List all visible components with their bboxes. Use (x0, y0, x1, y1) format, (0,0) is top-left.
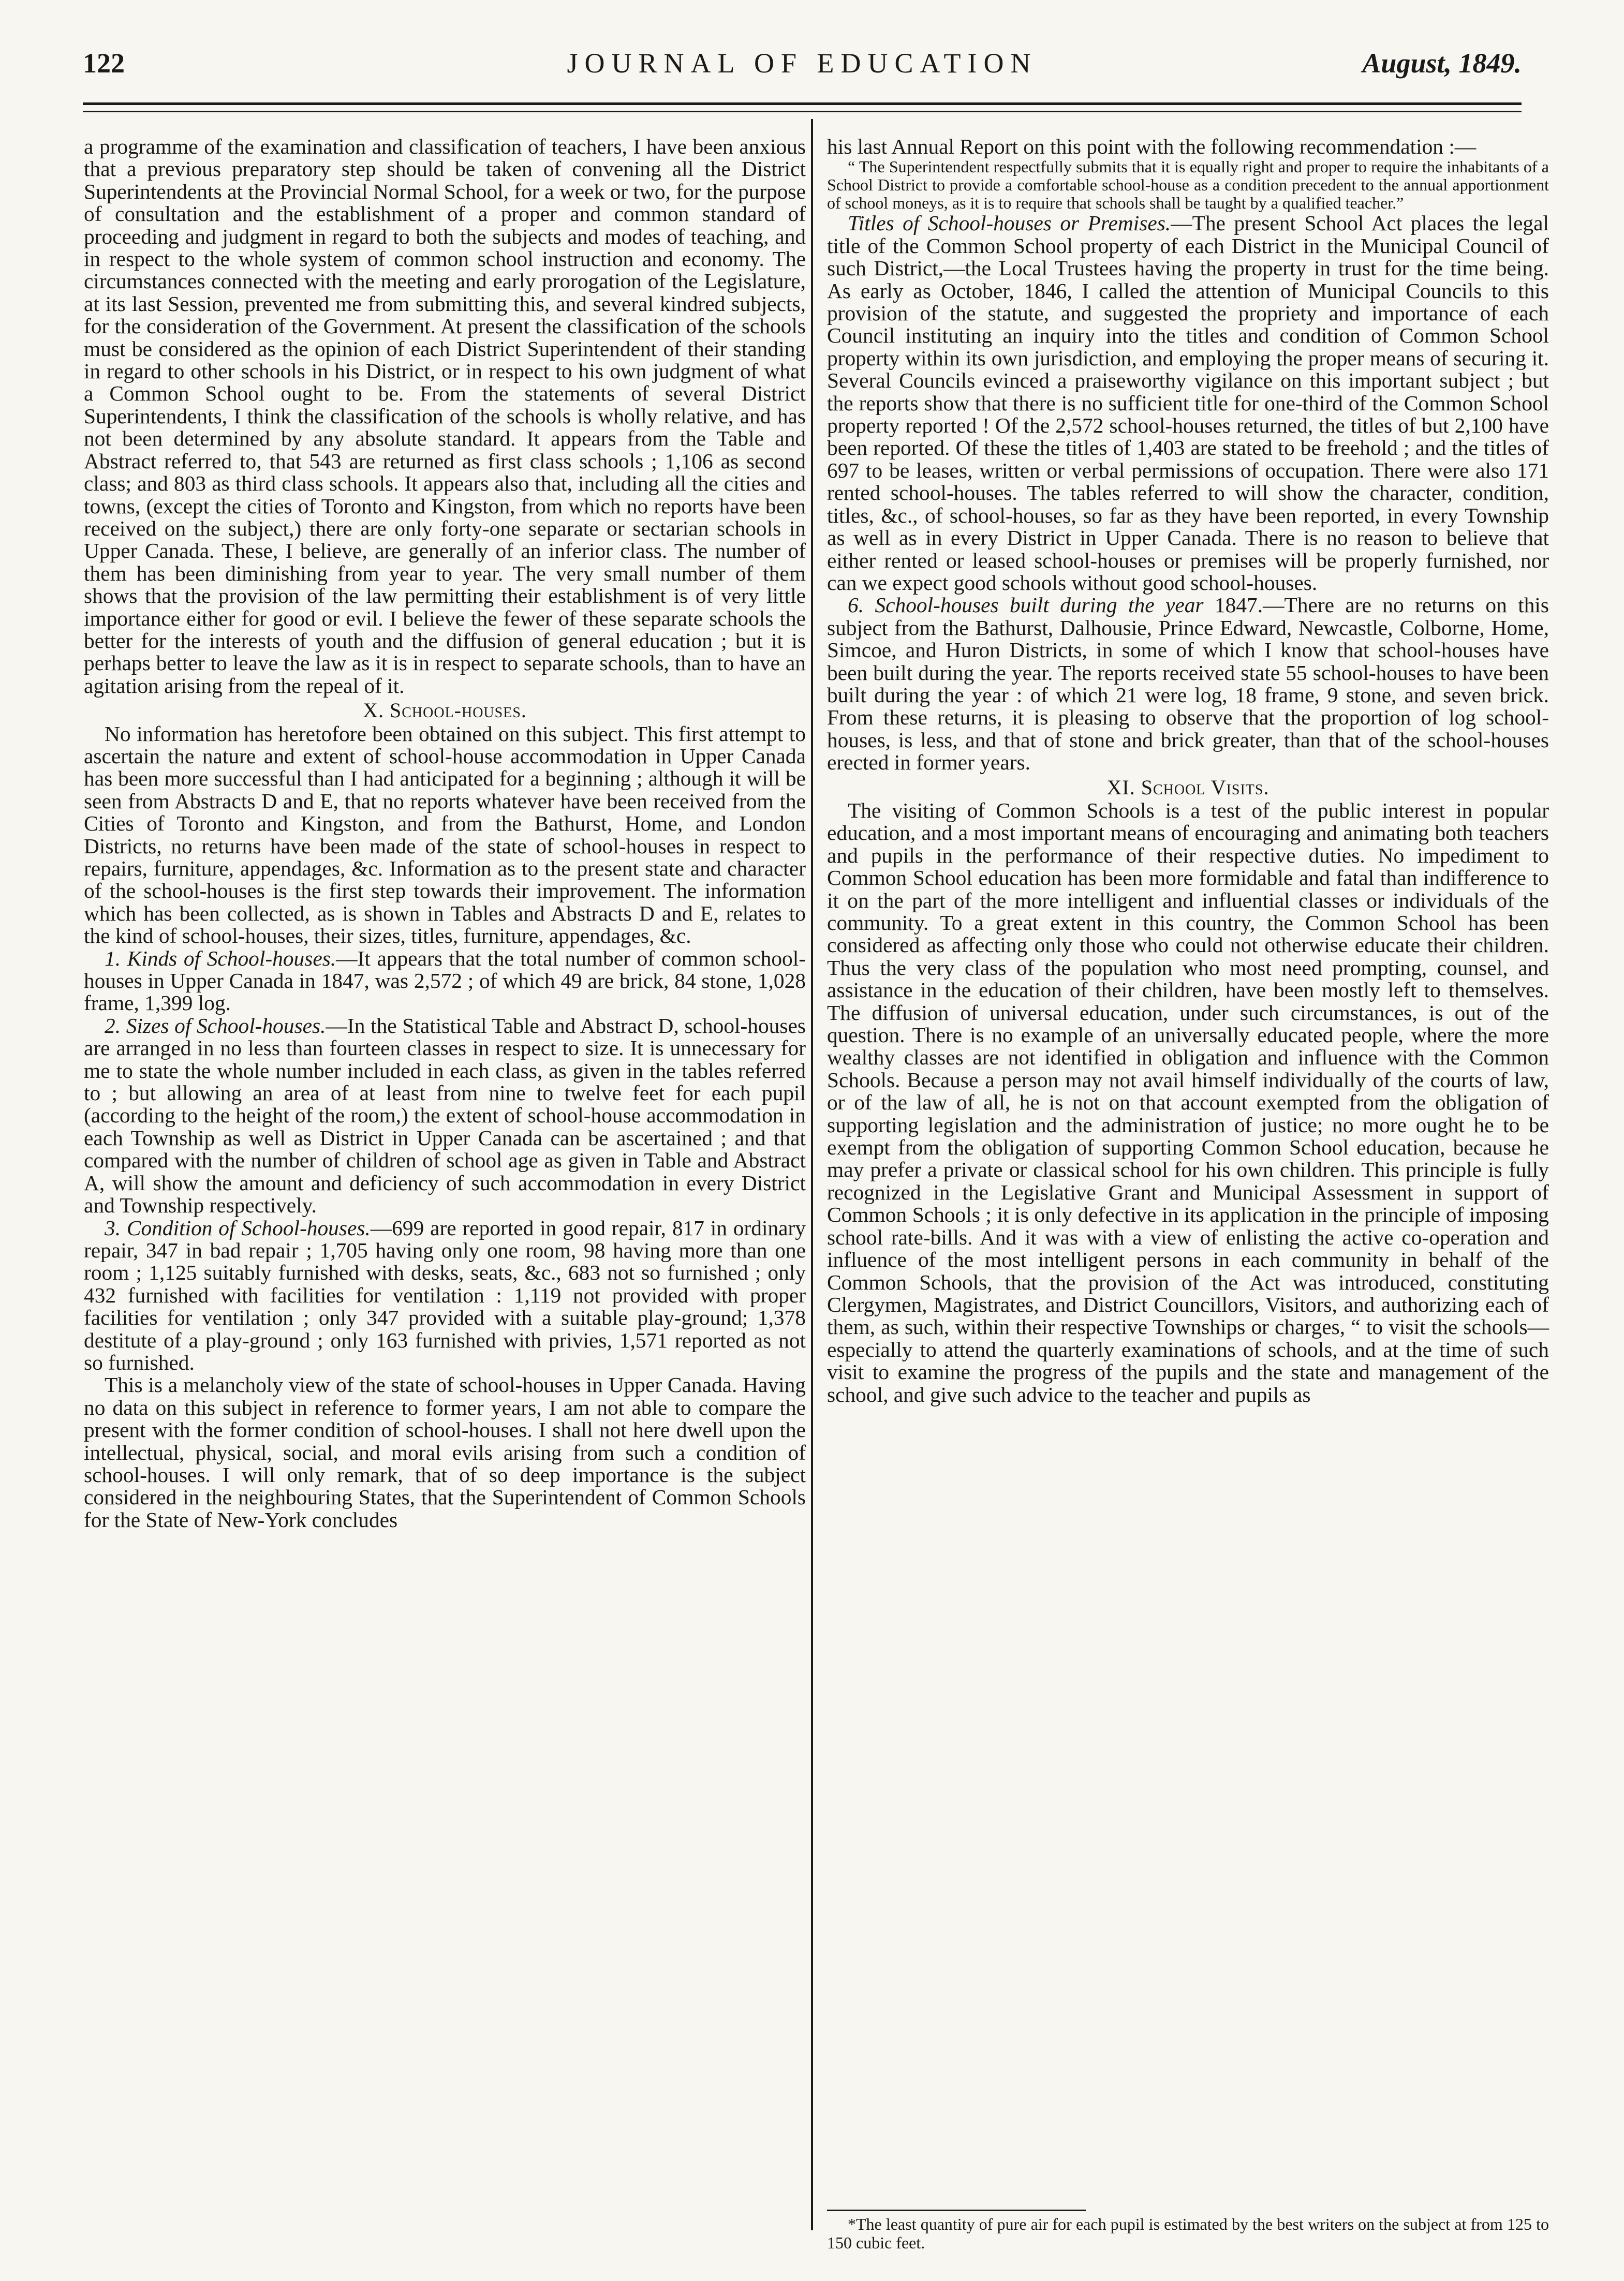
subheading-titles: Titles of School-houses or Premises. (848, 211, 1171, 235)
right-column (827, 136, 1549, 1406)
paragraph: 1. Kinds of School-houses.—It appears that the total number of common school-houses in Upper Canada in 1847, was 2,572 ; of which 49 are brick, 84 stone, 1,028 frame, 1,399 log. (84, 946, 806, 1015)
subheading-built: 6. School-houses built during the year (848, 593, 1204, 617)
paragraph: 2. Sizes of School-houses.—In the Statistical Table and Abstract D, school-houses are arranged in no less than fourteen classes in respect to size. It is unnecessary for me to state the whole number included in each class, as given in the tables referred to ; but allowing an area of at least from nine to twelve feet for each pupil (according to the height of the room,) the extent of school-house accommodation in each Township as well as District in Upper Canada can be ascertained ; and that compared with the number of children of school age as given in Table and Abstract A, will show the amount and deficiency of such accommodation in every District and Township respectively. (84, 1013, 806, 1218)
subheading-sizes: 2. Sizes of School-houses. (105, 1013, 326, 1038)
paragraph: The visiting of Common Schools is a test of the public interest in popular education, and a most important means of encouraging and animating both teachers and pupils in the performance of their respective duties. No impediment to Common School education has been more formidable and fatal than indifference to it on the part of the more intelligent and influential classes or individuals of the community. To a great extent in this country, the Common School has been considered as affecting only those who could not otherwise educate their children. Thus the very class of the population who most need prompting, counsel, and assistance in the education of their children, have been mostly left to themselves. The diffusion of universal education, under such circumstances, is out of the question. There is no example of an universally educated people, where the more wealthy classes are not identified in obligation and influence with the Common Schools. Because a person may not avail himself individually of the courts of law, or of the law of all, he is not on that account exempted from the obligation of supporting legislation and the administration of justice; no more ought he to be exempt from the obligation of supporting Common School education, because he may prefer a private or classical school for his own children. This principle is fully recognized in the Legislative Grant and Municipal Assessment in support of Common Schools ; it is only defective in its application in the principle of imposing school rate-bills. And it was with a view of enlisting the active co-operation and influence of the most intelligent persons in each community in behalf of the Common Schools, that the provision of the Act was introduced, constituting Clergymen, Magistrates, and District Councillors, Visitors, and authorizing each of them, as such, within their respective Townships or charges, “ to visit the schools—especially to attend the quarterly examinations of schools, and at the time of such visit to examine the progress of the pupils and the state and management of the school, and give such advice to the teacher and pupils as (827, 798, 1549, 1406)
footnote-rule (827, 2210, 1086, 2211)
section-heading-school-visits: XI. School Visits. (1106, 775, 1269, 799)
journal-title: JOURNAL OF EDUCATION (567, 48, 1038, 79)
block-quote: “ The Superintendent respectfully submits that it is equally right and proper to require the inhabitants of a School District to provide a comfortable school-house as a condition precedent to the annual apportionment of school moneys, as it is to require that schools shall be taught by a qualified teacher.” (827, 157, 1549, 213)
footnote (827, 2215, 1549, 2252)
paragraph: 3. Condition of School-houses.—699 are reported in good repair, 817 in ordinary repair, 347 in bad repair ; 1,705 having only one room, 98 having more than one room ; 1,125 suitably furnished with desks, seats, &c., 683 not so furnished ; only 432 furnished with facilities for ventilation : 1,119 not provided with proper facilities for ventilation ; only 347 provided with a suitable play-ground; 1,378 destitute of a play-ground ; only 163 furnished with privies, 1,571 reported as not so furnished. (84, 1216, 806, 1374)
paragraph: 6. School-houses built during the year 1847.—There are no returns on this subject from the Bathurst, Dalhousie, Prince Edward, Newcastle, Colborne, Home, Simcoe, and Huron Districts, in some of which I know that school-houses have been built during the year. The reports received state 55 school-houses to have been built during the year : of which 21 were log, 18 frame, 9 stone, and seven brick. From these returns, it is pleasing to observe that the proportion of log school-houses, is less, and that of stone and brick greater, than that of the school-houses erected in former years. (827, 593, 1549, 775)
header-rule-thick (83, 102, 1522, 105)
paragraph: No information has heretofore been obtained on this subject. This first attempt to ascertain the nature and extent of school-house accommodation in Upper Canada has been more successful than I had anticipated for a beginning ; although it will be seen from Abstracts D and E, that no reports whatever have been received from the Cities of Toronto and Kingston, and from the Bathurst, Home, and London Districts, no returns have been made of the state of school-houses in respect to repairs, furniture, appendages, &c. Information as to the present state and character of the school-houses is the first step towards their improvement. The information which has been collected, as is shown in Tables and Abstracts D and E, relates to the kind of school-houses, their sizes, titles, furniture, appendages, &c. (84, 721, 806, 948)
running-header (83, 42, 1522, 84)
paragraph: his last Annual Report on this point with the following recommendation :— (827, 135, 1477, 158)
subheading-condition: 3. Condition of School-houses. (105, 1216, 371, 1240)
subheading-kinds: 1. Kinds of School-houses. (105, 946, 336, 970)
left-column (84, 136, 806, 1531)
page-number: 122 (83, 48, 125, 79)
issue-date: August, 1849. (1362, 48, 1522, 79)
section-heading-school-houses: X. School-houses. (363, 699, 527, 722)
paragraph: a programme of the examination and classification of teachers, I have been anxious that a previous preparatory step should be taken of convening all the District Superintendents at the Provincial Normal School, for a week or two, for the purpose of consultation and the establishment of a proper and common standard of proceeding and judgment in regard to both the subjects and modes of teaching, and in respect to the whole system of common school instruction and economy. The circumstances connected with the meeting and early prorogation of the Legislature, at its last Session, prevented me from submitting this, and several kindred subjects, for the consideration of the Government. At present the classification of the schools must be considered as the opinion of each District Superintendent of their standing in regard to other schools in his District, or in respect to his own judgment of what a Common School ought to be. From the statements of several District Superintendents, I think the classification of the schools is wholly relative, and has not been determined by any absolute standard. It appears from the Table and Abstract referred to, that 543 are returned as first class schools ; 1,106 as second class; and 803 as third class schools. It appears also that, including all the cities and towns, (except the cities of Toronto and Kingston, from which no reports have been received on the subject,) there are only forty-one separate or sectarian schools in Upper Canada. These, I believe, are generally of an inferior class. The number of them has been diminishing from year to year. The very small number of them shows that the provision of the law permitting their establishment is of very little importance either for good or evil. I believe the fewer of these separate schools the better for the interests of youth and the diffusion of general education ; but it is perhaps better to leave the law as it is in respect to separate schools, than to have an agitation arising from the repeal of it. (84, 135, 806, 698)
paragraph: This is a melancholy view of the state of school-houses in Upper Canada. Having no data on this subject in reference to former years, I am not able to compare the present with the former condition of school-houses. I shall not here dwell upon the intellectual, physical, social, and moral evils arising from such a condition of school-houses. I will only remark, that of so deep importance is the subject considered in the neighbouring States, that the Superintendent of Common Schools for the State of New-York concludes (84, 1373, 806, 1532)
footnote-text: *The least quantity of pure air for each pupil is estimated by the best writers on the subject at from 125 to 150 cubic feet. (827, 2215, 1549, 2252)
column-divider (811, 119, 813, 2230)
paragraph: Titles of School-houses or Premises.—The present School Act places the legal title of the Common School property of each District in the Municipal Council of such District,—the Local Trustees having the property in trust for the time being. As early as October, 1846, I called the attention of Municipal Councils to this provision of the statute, and suggested the propriety and importance of each Council instituting an inquiry into the titles and condition of Common School property within its own jurisdiction, and employing the proper means of securing it. Several Councils evinced a praiseworthy vigilance on this important subject ; but the reports show that there is no sufficient title for one-third of the Common School property reported ! Of the 2,572 school-houses returned, the titles of but 2,100 have been reported. Of these the titles of 1,403 are stated to be freehold ; and the titles of 697 to be leases, written or verbal permissions of occupation. There were also 171 rented school-houses. The tables referred to will show the character, condition, titles, &c., of school-houses, so far as they have been reported, in every Township as well as in every District in Upper Canada. There is no reason to believe that either rented or leased school-houses or premises will be properly furnished, nor can we expect good schools without good school-houses. (827, 211, 1549, 595)
header-rule-thin (83, 111, 1522, 112)
